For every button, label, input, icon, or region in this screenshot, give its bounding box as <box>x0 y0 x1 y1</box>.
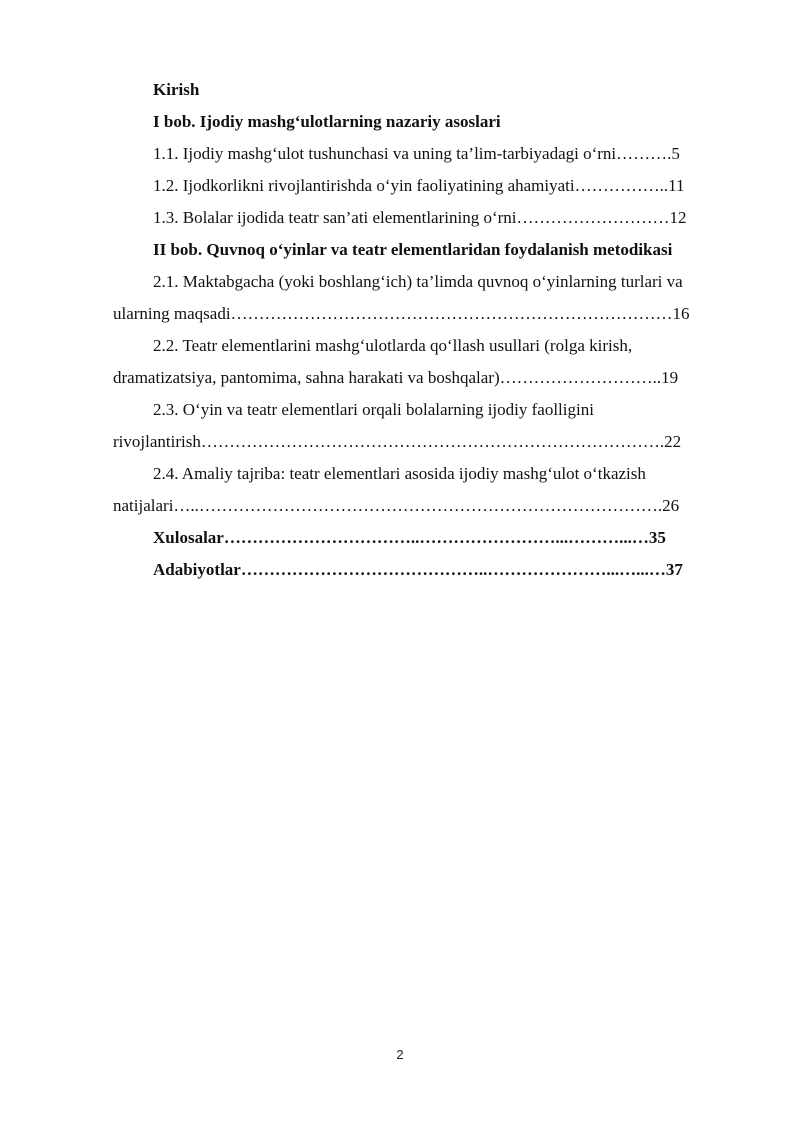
table-of-contents <box>113 74 740 586</box>
toc-section-2-4-line-2: natijalari…..……………………………………………………………………….26 <box>113 496 680 515</box>
toc-section-1-2: 1.2. Ijodkorlikni rivojlantirishda o‘yin faoliyatining ahamiyati……………..11 <box>153 176 685 195</box>
toc-section-1-1: 1.1. Ijodiy mashg‘ulot tushunchasi va uning ta’lim-tarbiyadagi o‘rni……….5 <box>153 144 680 163</box>
toc-section-2-3-line-2: rivojlantirish……………………………………………………………………….22 <box>113 432 682 451</box>
toc-section-2-2-line-1: 2.2. Teatr elementlarini mashg‘ulotlarda qo‘llash usullari (rolga kirish, <box>153 336 633 355</box>
toc-section-2-4-line-1: 2.4. Amaliy tajriba: teatr elementlari asosida ijodiy mashg‘ulot o‘tkazish <box>153 464 646 483</box>
toc-section-2-2-line-2: dramatizatsiya, pantomima, sahna harakati va boshqalar)………………………..19 <box>113 368 679 387</box>
toc-conclusions: Xulosalar……………………………..……………………...………...…35 <box>153 528 666 547</box>
toc-references: Adabiyotlar……………………………………..…………………...…...…37 <box>153 560 683 579</box>
toc-section-2-1-line-1: 2.1. Maktabgacha (yoki boshlang‘ich) ta’limda quvnoq o‘yinlarning turlari va <box>153 272 683 291</box>
toc-intro: Kirish <box>153 80 200 99</box>
toc-section-1-3: 1.3. Bolalar ijodida teatr san’ati elementlarining o‘rni………………………12 <box>153 208 687 227</box>
page-number: 2 <box>396 1047 404 1062</box>
toc-chapter-1-title: I bob. Ijodiy mashg‘ulotlarning nazariy asoslari <box>153 112 501 131</box>
toc-section-2-3-line-1: 2.3. O‘yin va teatr elementlari orqali bolalarning ijodiy faolligini <box>153 400 594 419</box>
toc-chapter-2-title: II bob. Quvnoq o‘yinlar va teatr elementlaridan foydalanish metodikasi <box>153 240 673 259</box>
toc-section-2-1-line-2: ularning maqsadi……………………………………………………………………16 <box>113 304 690 323</box>
